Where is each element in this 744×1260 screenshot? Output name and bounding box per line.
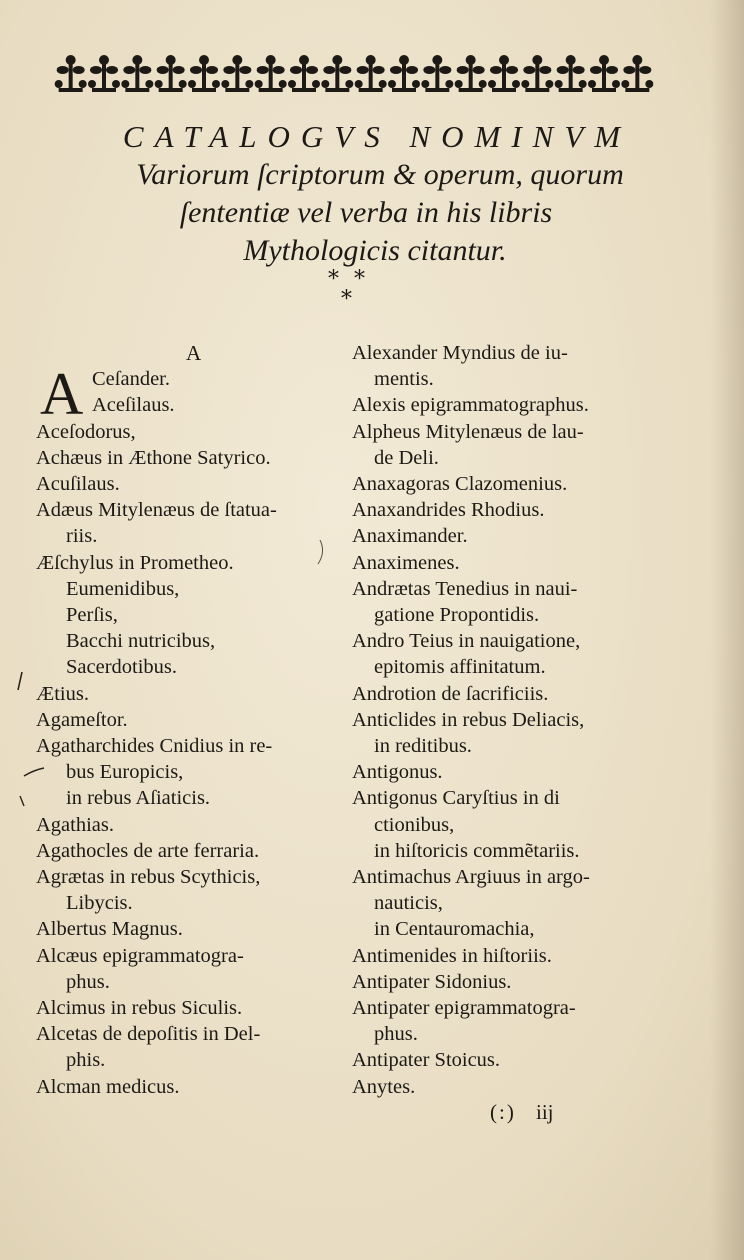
index-entry: in hiſtoricis commẽtariis.: [374, 839, 580, 862]
index-entry: Bacchi nutricibus,: [66, 630, 216, 653]
index-entry: in reditibus.: [374, 735, 472, 758]
index-entry: Alcetas de depoſitis in Del-: [36, 1023, 261, 1046]
fleuron-ornament-band: [54, 52, 654, 94]
index-entry: Antipater epigrammatogra-: [352, 997, 576, 1020]
index-entry: Alcimus in rebus Siculis.: [36, 997, 243, 1020]
index-entry: Aceſodorus,: [36, 420, 136, 443]
index-entry: Acuſilaus.: [36, 473, 120, 495]
asterism-ornament: [318, 266, 388, 310]
svg-text:*: *: [341, 287, 352, 310]
index-entry: in Centauromachia,: [374, 918, 535, 941]
index-entry: Eumenidibus,: [66, 577, 180, 600]
index-entry: Antigonus Caryſtius in di: [352, 787, 560, 810]
index-entry: Achæus in Æthone Satyrico.: [36, 446, 271, 469]
index-entry: Antimenides in hiſtoriis.: [352, 944, 552, 967]
index-entry: Anticlides in rebus Deliacis,: [352, 708, 585, 731]
index-entry: Aceſilaus.: [92, 394, 175, 417]
index-entry: Antimachus Argiuus in argo-: [352, 866, 590, 889]
index-entry: Agathias.: [36, 813, 114, 836]
catalog-title: [0, 118, 744, 270]
index-entry: mentis.: [374, 368, 434, 391]
index-entry: Anytes.: [352, 1075, 416, 1098]
index-entry: Perſis,: [66, 604, 118, 627]
index-entry: bus Europicis,: [66, 761, 184, 784]
index-entry: phus.: [66, 970, 110, 993]
svg-text:*: *: [354, 267, 365, 292]
index-entry: Agatharchides Cnidius in re-: [36, 735, 273, 758]
index-entry: Adæus Mitylenæus de ſtatua-: [36, 499, 277, 522]
index-entry: Albertus Magnus.: [36, 918, 183, 941]
index-entry: Anaximenes.: [352, 551, 460, 574]
index-entry: Andro Teius in nauigatione,: [352, 630, 581, 653]
index-entry: Alexis epigrammatographus.: [352, 394, 589, 417]
index-entry: Sacerdotibus.: [66, 656, 178, 679]
index-entry: Antipater Stoicus.: [352, 1049, 501, 1072]
index-entry: gatione Propontidis.: [374, 604, 540, 627]
index-entry: Æſchylus in Prometheo.: [36, 551, 234, 574]
title-line-4: Mythologicis citantur.: [243, 234, 507, 267]
page-number: iij: [536, 1100, 554, 1124]
index-entry: Ceſander.: [92, 368, 170, 391]
index-column-left: [36, 340, 342, 1100]
title-line-1: CATALOGVS NOMINVM: [122, 119, 632, 154]
svg-text:*: *: [328, 267, 339, 292]
index-entry: ctionibus,: [374, 813, 455, 836]
index-entry: phis.: [66, 1049, 106, 1072]
index-entry: Agrætas in rebus Scythicis,: [36, 866, 261, 889]
title-line-3: ſententiæ vel verba in his libris: [179, 196, 553, 229]
index-entry: Anaxagoras Clazomenius.: [352, 473, 568, 496]
index-entry: Androtion de ſacrificiis.: [352, 682, 549, 705]
index-entry: Ætius.: [36, 682, 89, 705]
index-entry: Alcman medicus.: [36, 1075, 180, 1098]
signature-mark: (:): [490, 1100, 516, 1124]
index-entry: in rebus Aſiaticis.: [66, 787, 211, 810]
index-entry: Agathocles de arte ferraria.: [36, 839, 260, 862]
dropcap-block: [36, 361, 342, 428]
index-entry: Alpheus Mitylenæus de lau-: [352, 420, 584, 443]
index-entry: riis.: [66, 525, 98, 548]
index-entry: Andrætas Tenedius in naui-: [352, 577, 578, 600]
index-entry: Antigonus.: [352, 761, 443, 784]
index-entry: Anaximander.: [352, 525, 468, 548]
title-line-2: Variorum ſcriptorum & operum, quorum: [136, 158, 624, 191]
index-entry: phus.: [374, 1023, 418, 1046]
dropcap-letter: A: [40, 361, 84, 428]
index-entry: Alcæus epigrammatogra-: [36, 944, 244, 967]
index-entry: Agameſtor.: [36, 708, 128, 731]
index-entry: de Deli.: [374, 446, 439, 469]
index-entry: nauticis,: [374, 892, 443, 915]
index-entry: Alexander Myndius de iu-: [352, 342, 568, 364]
index-entry: epitomis affinitatum.: [374, 656, 546, 679]
index-entry: Libycis.: [66, 892, 133, 915]
index-column-right: [352, 340, 662, 1100]
index-entry: Anaxandrides Rhodius.: [352, 499, 545, 522]
right-entry-list: [352, 340, 662, 1100]
left-entry-list: [36, 419, 342, 1100]
index-entry: Antipater Sidonius.: [352, 970, 512, 993]
section-letter: A: [186, 341, 202, 365]
